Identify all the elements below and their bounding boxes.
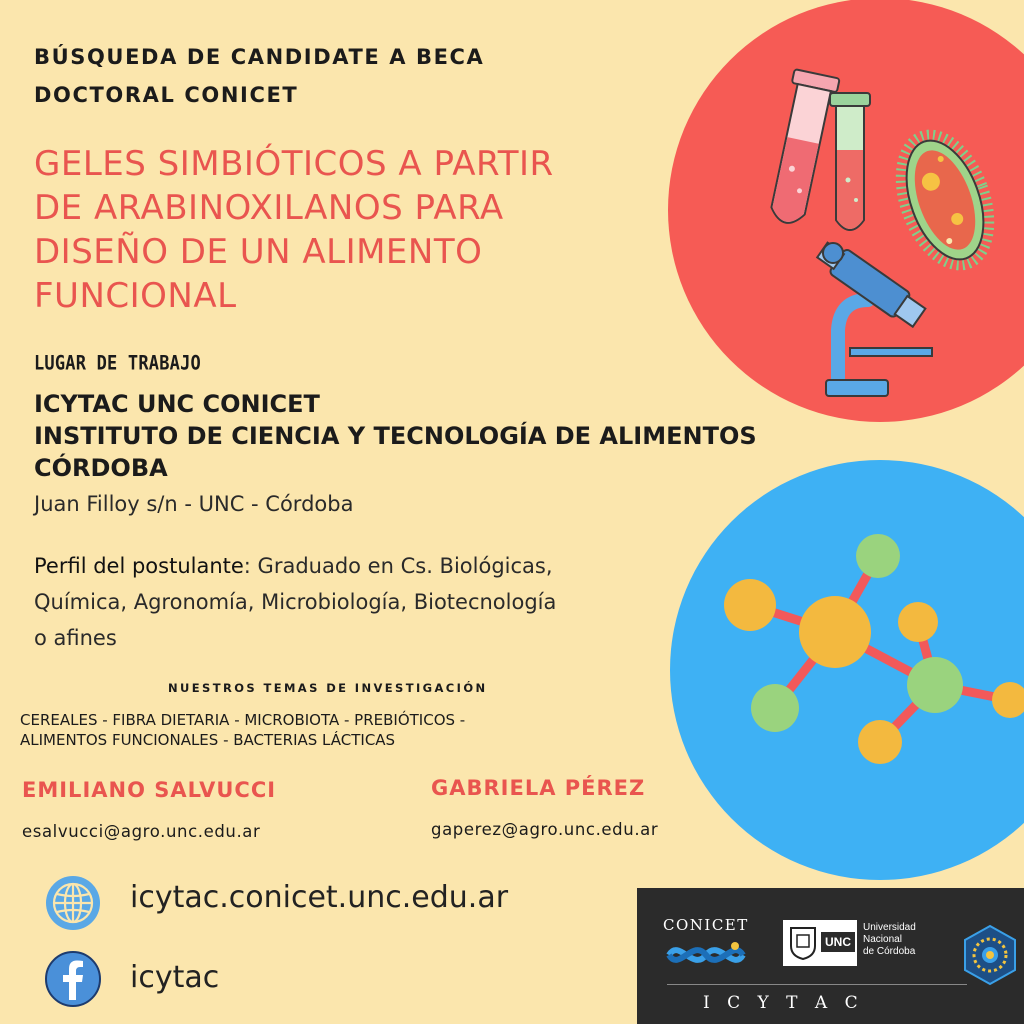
research-topics <box>20 710 640 750</box>
call-heading-line2: DOCTORAL CONICET <box>34 83 299 107</box>
research-line1: CEREALES - FIBRA DIETARIA - MICROBIOTA - PREBIÓTICOS - <box>20 711 466 729</box>
contact-email-2[interactable]: gaperez@agro.unc.edu.ar <box>431 820 659 839</box>
website-link[interactable]: icytac.conicet.unc.edu.ar <box>130 880 509 915</box>
icytac-logo-text: I C Y T A C <box>703 993 864 1013</box>
icytac-emblem-icon <box>959 924 1021 986</box>
unc-name <box>863 922 916 958</box>
workplace-label: LUGAR DE TRABAJO <box>34 352 201 375</box>
institution-logos <box>637 888 1024 1024</box>
institution-name <box>34 388 854 484</box>
globe-icon <box>44 874 102 932</box>
contact-email-1[interactable]: esalvucci@agro.unc.edu.ar <box>22 822 261 841</box>
project-title <box>34 142 714 318</box>
facebook-icon[interactable] <box>44 950 102 1008</box>
unc-shield-icon <box>789 926 817 960</box>
title-line4: FUNCIONAL <box>34 276 237 316</box>
institution-line2: INSTITUTO DE CIENCIA Y TECNOLOGÍA DE ALIMENTOS <box>34 422 757 450</box>
research-line2: ALIMENTOS FUNCIONALES - BACTERIAS LÁCTICAS <box>20 731 396 749</box>
unc-badge: UNC <box>821 932 855 952</box>
title-line3: DISEÑO DE UN ALIMENTO <box>34 232 483 272</box>
title-line2: DE ARABINOXILANOS PARA <box>34 188 504 228</box>
unc-name-line3: de Córdoba <box>863 946 916 957</box>
conicet-logo <box>663 940 749 970</box>
contact-name-2: GABRIELA PÉREZ <box>431 776 646 800</box>
call-heading-line1: BÚSQUEDA DE CANDIDATE A BECA <box>34 45 485 69</box>
profile-line2: Química, Agronomía, Microbiología, Biotecnología <box>34 590 557 614</box>
logo-divider <box>667 984 967 985</box>
facebook-link[interactable]: icytac <box>130 960 220 995</box>
unc-logo <box>783 920 857 966</box>
applicant-profile <box>34 548 714 656</box>
institution-line1: ICYTAC UNC CONICET <box>34 390 320 418</box>
unc-name-line1: Universidad <box>863 922 916 933</box>
profile-line1: : Graduado en Cs. Biológicas, <box>243 554 553 578</box>
contact-name-1: EMILIANO SALVUCCI <box>22 778 277 802</box>
address: Juan Filloy s/n - UNC - Córdoba <box>34 492 354 516</box>
conicet-logo-text: CONICET <box>663 916 749 934</box>
blue-circle <box>670 460 1024 880</box>
institution-line3: CÓRDOBA <box>34 454 168 482</box>
unc-name-line2: Nacional <box>863 934 902 945</box>
call-heading <box>34 38 654 114</box>
research-heading: NUESTROS TEMAS DE INVESTIGACIÓN <box>168 681 488 695</box>
profile-label: Perfil del postulante <box>34 554 244 578</box>
title-line1: GELES SIMBIÓTICOS A PARTIR <box>34 144 554 184</box>
profile-line3: o afines <box>34 626 117 650</box>
